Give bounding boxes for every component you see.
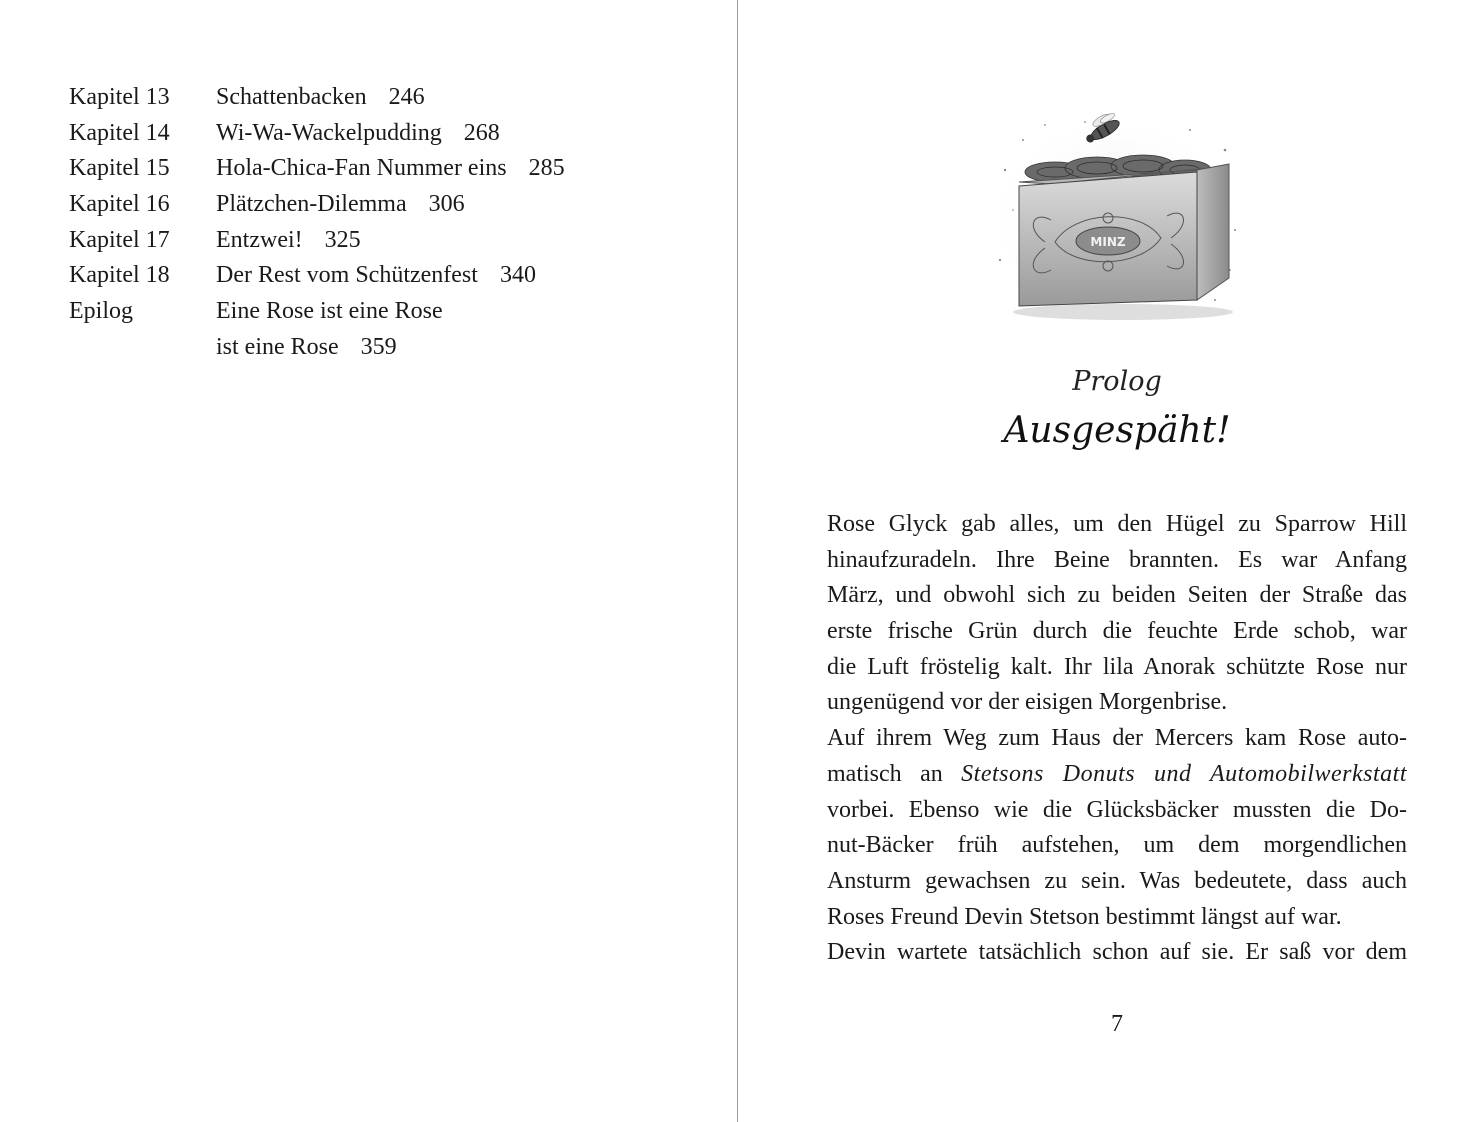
toc-entry[interactable] <box>69 187 689 223</box>
toc-chapter-title: Entzwei! <box>216 226 303 253</box>
toc-chapter-title-wrap <box>216 80 425 116</box>
toc-entry[interactable] <box>69 80 689 116</box>
body-text <box>827 507 1407 971</box>
toc-chapter-title: Eine Rose ist eine Rose <box>216 298 443 325</box>
toc-chapter-label: Kapitel 13 <box>69 84 170 110</box>
toc-chapter-label: Kapitel 18 <box>69 262 170 289</box>
page-gutter-divider <box>737 0 738 1122</box>
text-line: ungenügend vor der eisigen Morgenbrise. <box>827 689 1228 716</box>
toc-chapter-label: Kapitel 16 <box>69 191 170 218</box>
toc-chapter-label: Kapitel 17 <box>69 226 170 253</box>
toc-chapter-title-wrap <box>216 187 465 223</box>
table-of-contents <box>69 80 689 366</box>
toc-page-number: 340 <box>499 262 536 289</box>
text-line: Devin wartete tatsächlich schon auf sie. Er saß vor dem <box>827 939 1407 966</box>
toc-chapter-title: Der Rest vom Schützenfest <box>216 262 478 289</box>
text-line: nut-Bäcker früh aufstehen, um dem morgendlichen <box>827 832 1407 859</box>
text-line-with-italic <box>827 757 1407 793</box>
toc-page-number: 268 <box>463 119 500 146</box>
toc-chapter-title: Hola-Chica-Fan Nummer eins <box>216 155 507 182</box>
text-line: März, und obwohl sich zu beiden Seiten der Straße das <box>827 582 1407 609</box>
toc-chapter-title-wrap <box>216 330 397 366</box>
page-number: 7 <box>1111 1011 1123 1037</box>
chapter-label: Prolog <box>1072 366 1162 397</box>
toc-entry[interactable] <box>69 294 689 330</box>
italic-business-name: Stetsons Donuts und Automobilwerkstatt <box>961 760 1407 787</box>
text-line: die Luft fröstelig kalt. Ihr lila Anorak schützte Rose nur <box>827 653 1407 680</box>
text-line: Ansturm gewachsen zu sein. Was bedeutete, dass auch <box>827 867 1407 894</box>
toc-chapter-label: Kapitel 15 <box>69 155 170 182</box>
text-line: Auf ihrem Weg zum Haus der Mercers kam Rose auto- <box>827 725 1407 752</box>
toc-chapter-title: Schattenbacken <box>216 84 367 110</box>
toc-entry-continuation[interactable] <box>69 330 689 366</box>
text-line: Rose Glyck gab alles, um den Hügel zu Sparrow Hill <box>827 511 1407 537</box>
toc-entry[interactable] <box>69 151 689 187</box>
toc-page-number: 246 <box>388 84 425 110</box>
text-line: Roses Freund Devin Stetson bestimmt längst auf war. <box>827 903 1342 930</box>
toc-page-number: 285 <box>528 155 565 182</box>
toc-chapter-title-wrap <box>216 258 536 294</box>
toc-page-number: 325 <box>324 226 361 253</box>
text-line: hinaufzuradeln. Ihre Beine brannten. Es war Anfang <box>827 546 1407 573</box>
toc-chapter-title-continued: ist eine Rose <box>216 333 339 360</box>
toc-chapter-title: Plätzchen-Dilemma <box>216 191 407 218</box>
toc-entry[interactable] <box>69 258 689 294</box>
text-line: vorbei. Ebenso wie die Glücksbäcker mussten die Do- <box>827 796 1407 823</box>
tin-box-with-bee-icon <box>985 110 1247 332</box>
toc-entry[interactable] <box>69 223 689 259</box>
toc-page-number: 359 <box>360 333 397 360</box>
toc-chapter-title-wrap <box>216 151 565 187</box>
toc-chapter-title-wrap <box>216 116 500 152</box>
box-label: MINZ <box>1090 235 1126 249</box>
toc-chapter-label: Kapitel 14 <box>69 119 170 146</box>
text-fragment: matisch an <box>827 760 943 787</box>
toc-page-number: 306 <box>428 191 465 218</box>
text-line: erste frische Grün durch die feuchte Erde schob, war <box>827 618 1407 645</box>
toc-chapter-title-wrap <box>216 223 361 259</box>
toc-entry[interactable] <box>69 116 689 152</box>
toc-chapter-title: Wi-Wa-Wackelpudding <box>216 119 442 146</box>
toc-chapter-label: Epilog <box>69 298 133 325</box>
chapter-title: Ausgespäht! <box>1003 410 1231 451</box>
